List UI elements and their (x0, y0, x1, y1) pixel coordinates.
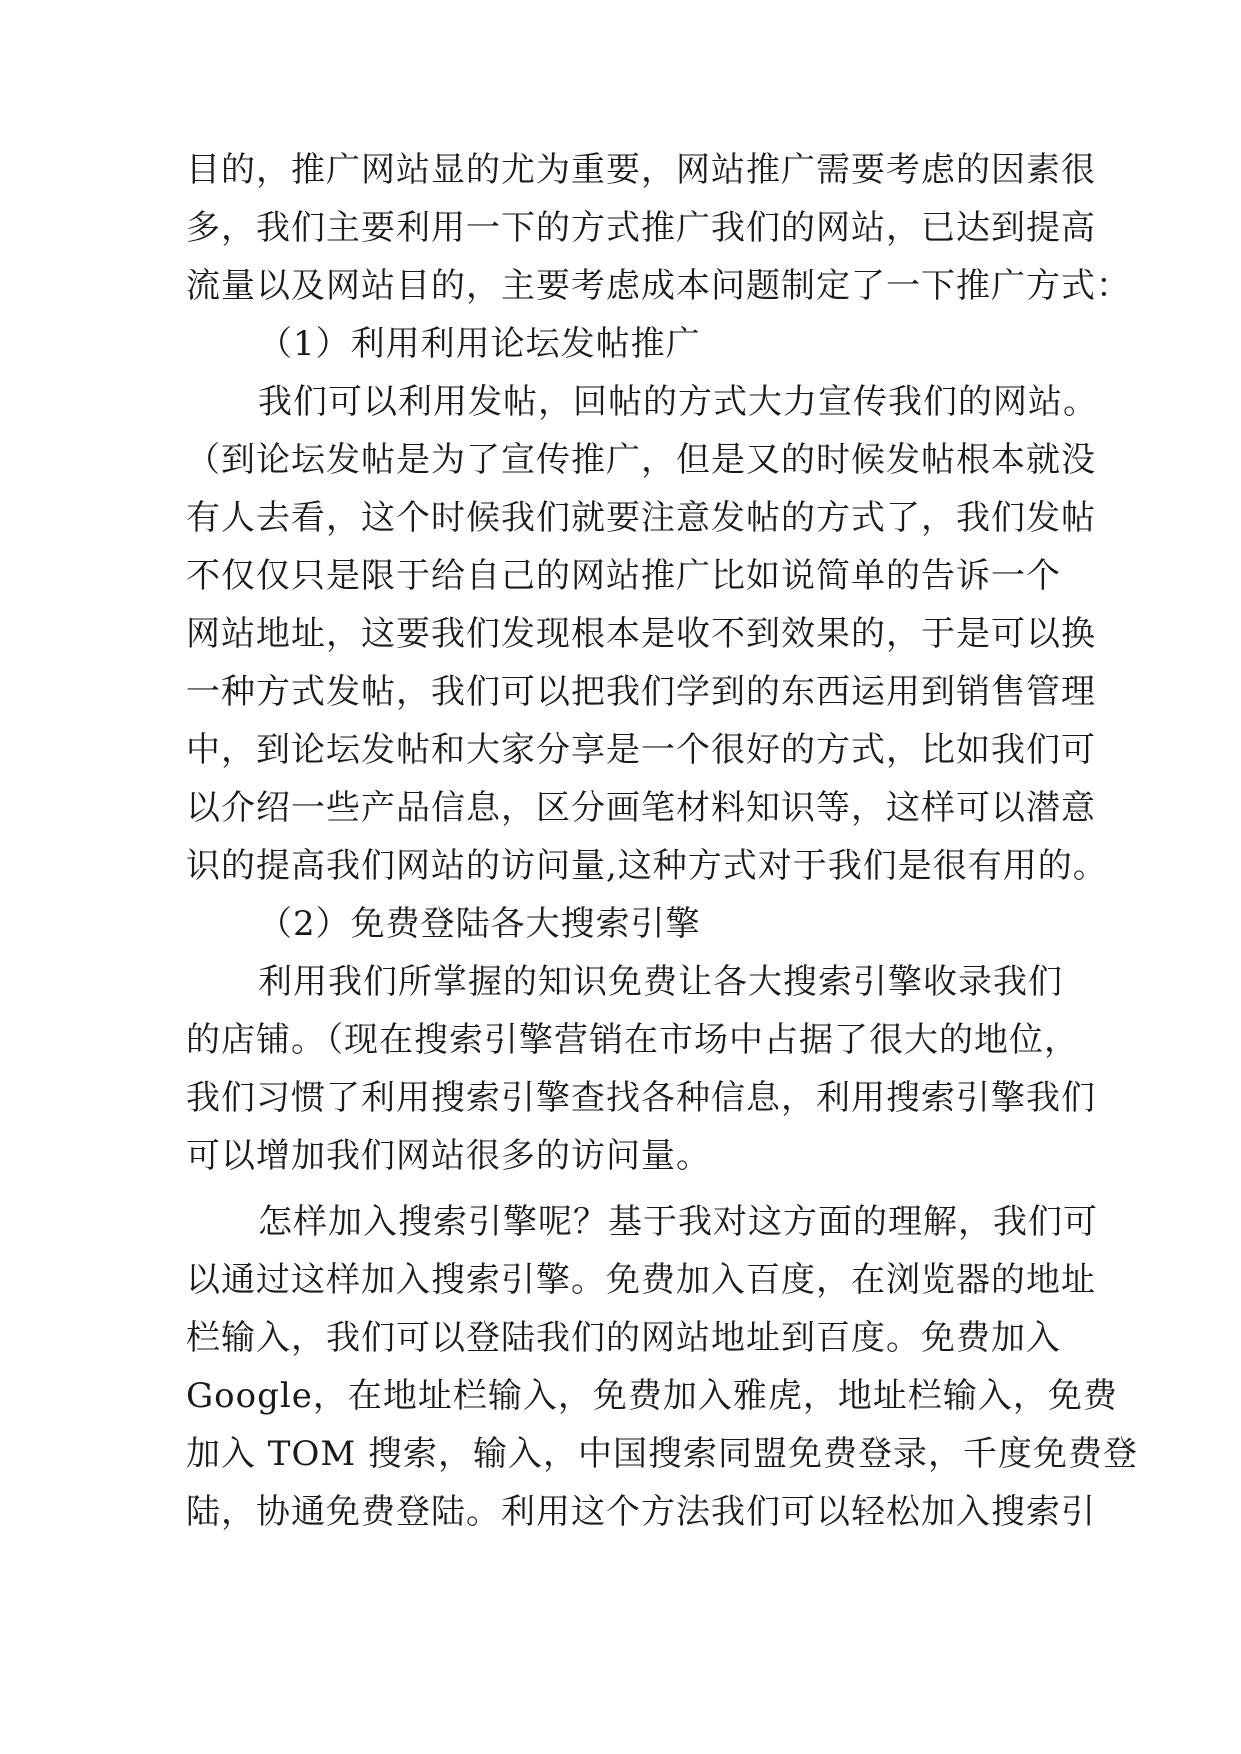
text-line: 以介绍一些产品信息，区分画笔材料知识等，这样可以潜意 (186, 788, 1096, 828)
text-line: 怎样加入搜索引擎呢？基于我对这方面的理解，我们可 (258, 1202, 1098, 1242)
text-line: 的店铺。（现在搜索引擎营销在市场中占据了很大的地位， (186, 1020, 1079, 1060)
section-heading: （1）利用利用论坛发帖推广 (258, 324, 701, 364)
text-line: Google，在地址栏输入，免费加入雅虎，地址栏输入，免费 (186, 1376, 1118, 1416)
text-line: 有人去看，这个时候我们就要注意发帖的方式了，我们发帖 (186, 498, 1096, 538)
text-line: 识的提高我们网站的访问量,这种方式对于我们是很有用的。 (186, 846, 1108, 886)
text-line: 我们可以利用发帖，回帖的方式大力宣传我们的网站。 (258, 382, 1098, 422)
text-line: 栏输入，我们可以登陆我们的网站地址到百度。免费加入 (186, 1318, 1061, 1358)
text-line: 网站地址，这要我们发现根本是收不到效果的，于是可以换 (186, 614, 1096, 654)
text-line: 加入 TOM 搜索，输入，中国搜索同盟免费登录，千度免费登 (186, 1434, 1138, 1474)
text-line: 以通过这样加入搜索引擎。免费加入百度，在浏览器的地址 (186, 1260, 1096, 1300)
text-line: 一种方式发帖，我们可以把我们学到的东西运用到销售管理 (186, 672, 1096, 712)
text-line: 可以增加我们网站很多的访问量。 (186, 1136, 711, 1176)
text-line: 陆，协通免费登陆。利用这个方法我们可以轻松加入搜索引 (186, 1492, 1096, 1532)
text-line: 不仅仅只是限于给自己的网站推广比如说简单的告诉一个 (186, 556, 1061, 596)
text-line: 我们习惯了利用搜索引擎查找各种信息，利用搜索引擎我们 (186, 1078, 1096, 1118)
text-line: 流量以及网站目的，主要考虑成本问题制定了一下推广方式： (186, 266, 1131, 306)
text-line: 多，我们主要利用一下的方式推广我们的网站，已达到提高 (186, 208, 1096, 248)
text-line: 目的，推广网站显的尤为重要，网站推广需要考虑的因素很 (186, 150, 1096, 190)
text-line: 中，到论坛发帖和大家分享是一个很好的方式，比如我们可 (186, 730, 1096, 770)
section-heading: （2）免费登陆各大搜索引擎 (258, 904, 701, 944)
text-line: 利用我们所掌握的知识免费让各大搜索引擎收录我们 (258, 962, 1063, 1002)
text-line: （到论坛发帖是为了宣传推广，但是又的时候发帖根本就没 (186, 440, 1096, 480)
